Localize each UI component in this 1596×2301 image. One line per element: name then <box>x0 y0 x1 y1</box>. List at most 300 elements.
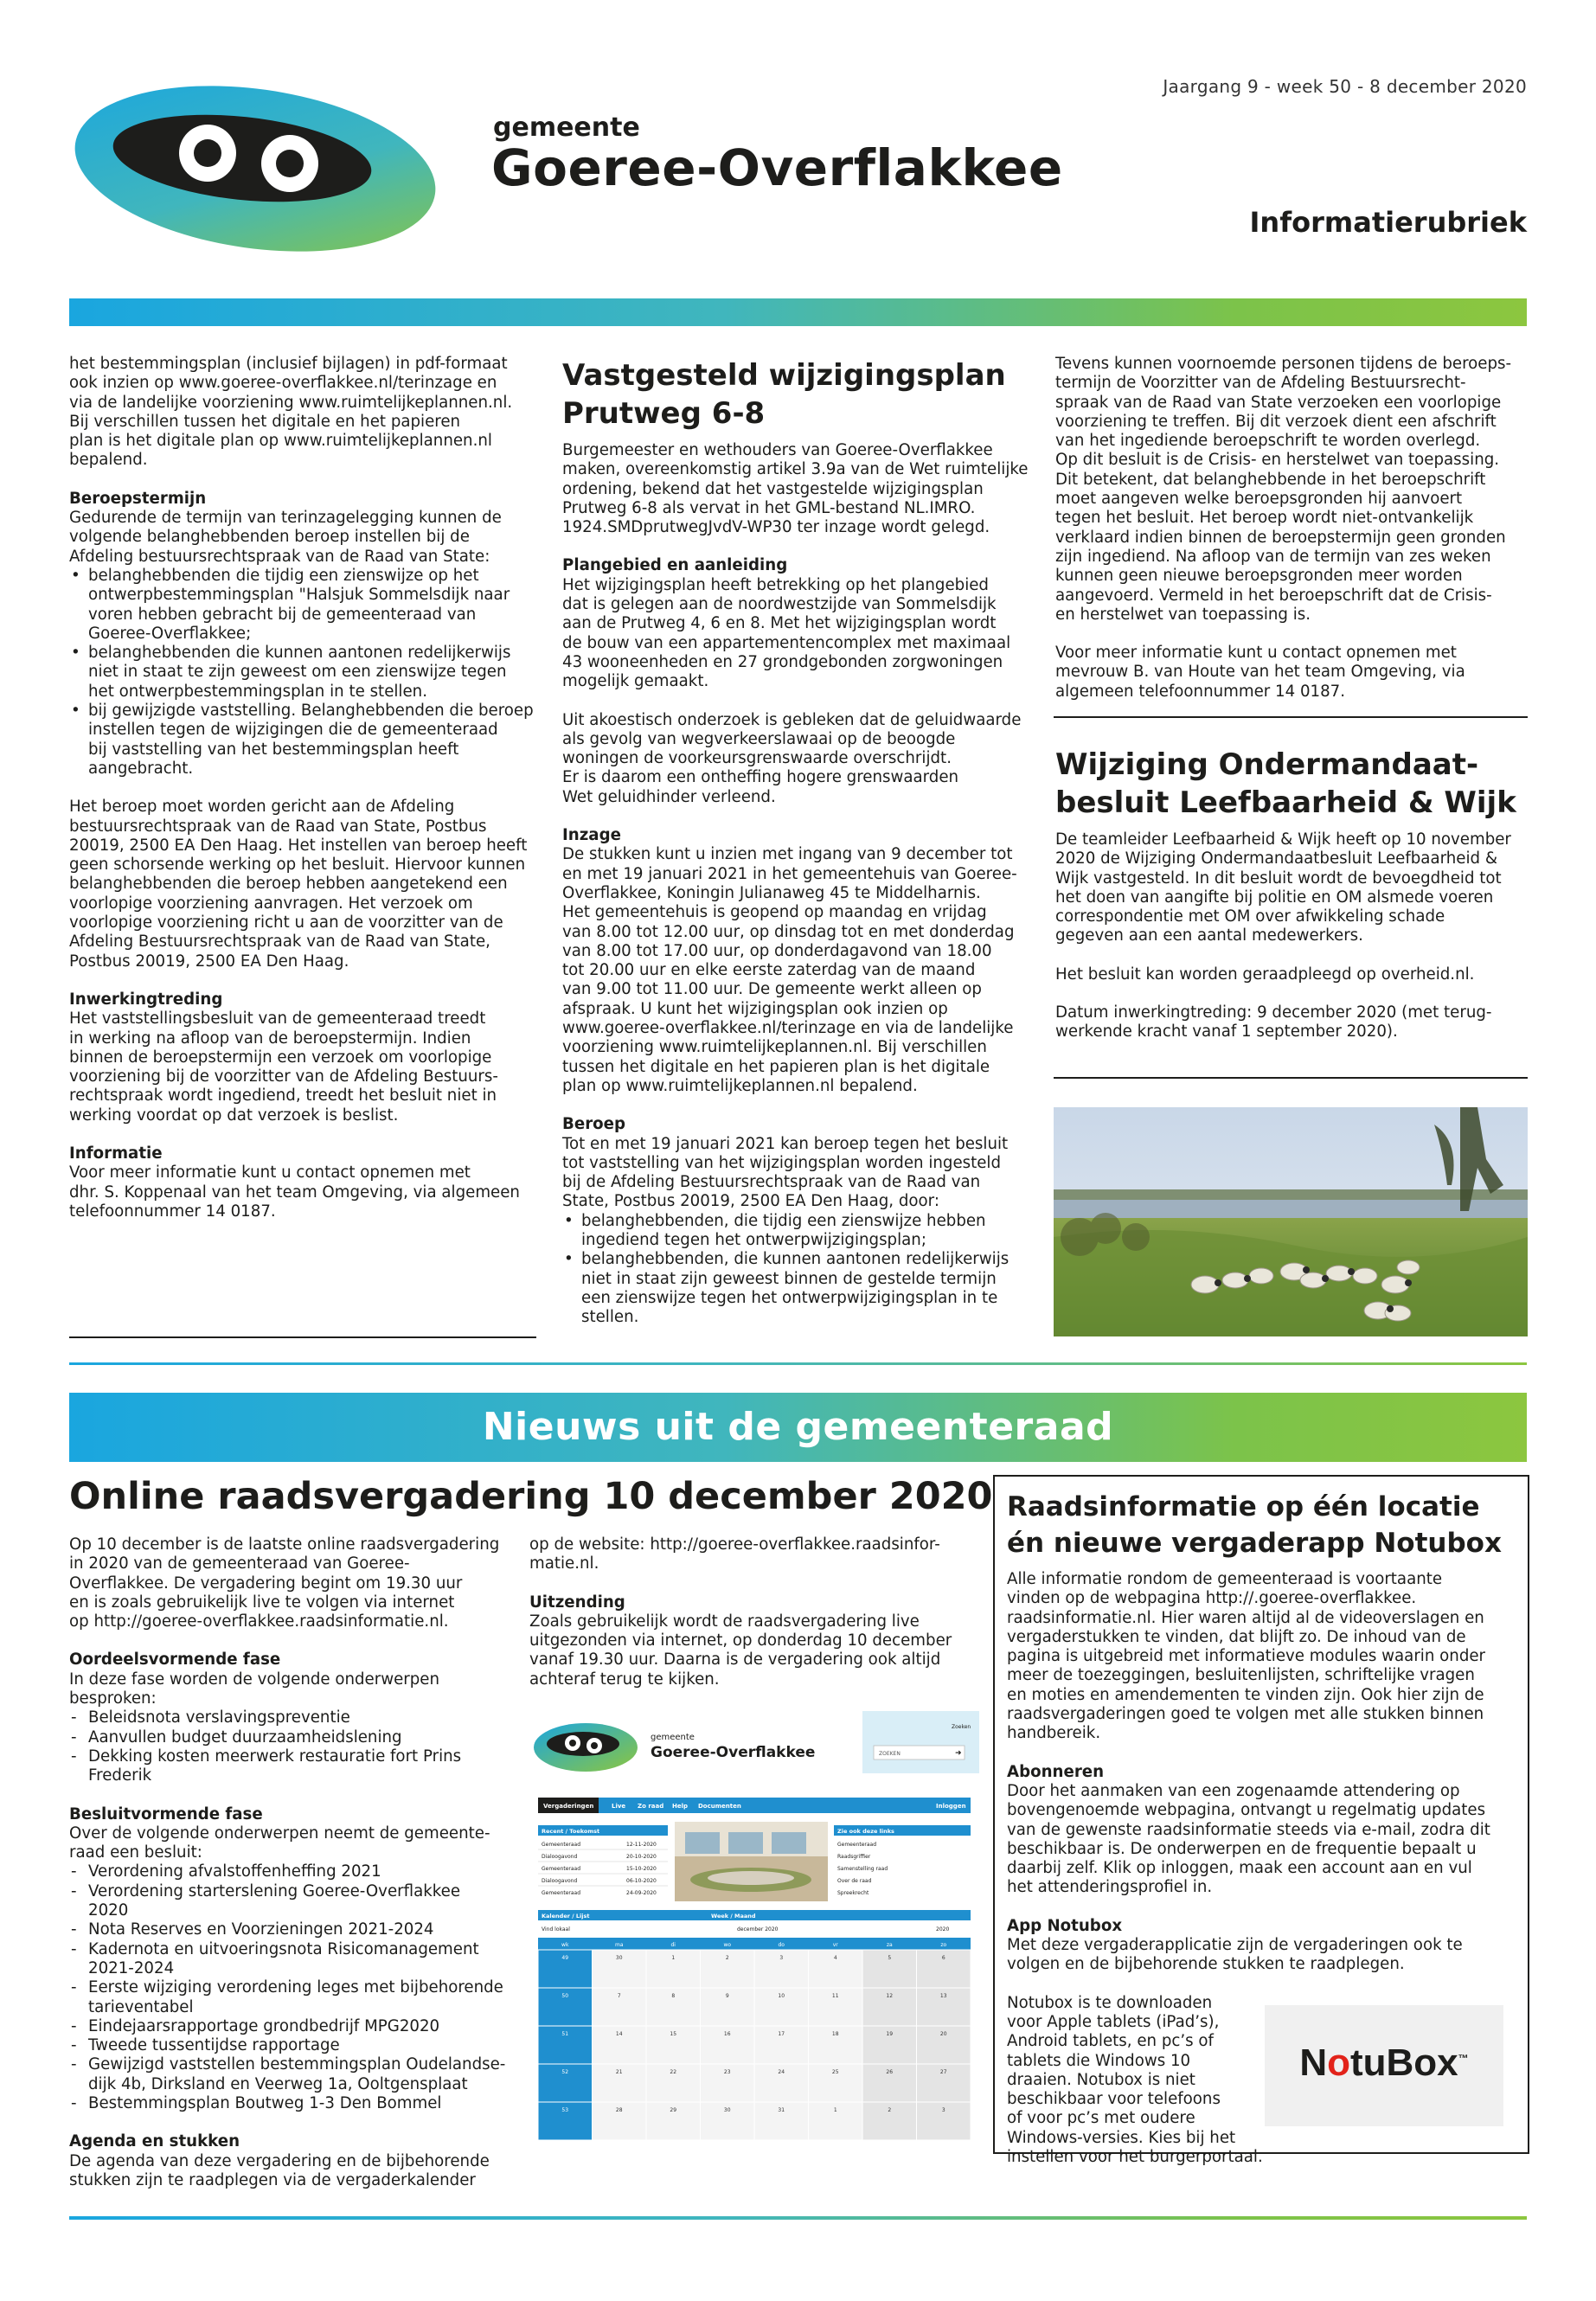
shot-cal-year[interactable]: 2020 <box>936 1926 950 1932</box>
text-line: • belanghebbenden die kunnen aantonen redelijkerwijs <box>88 644 511 663</box>
text-line: - Verordening afvalstoffenheffing 2021 <box>88 1862 381 1881</box>
text-line: via de landelijke voorziening www.ruimtelijkeplannen.nl. <box>69 393 513 412</box>
text-line: bovengenoemde webpagina, ontvangt u regelmatig updates <box>1007 1801 1486 1820</box>
shot-cal-cell-label: 25 <box>831 2069 839 2075</box>
text-line: draaien. Notubox is niet <box>1007 2070 1195 2089</box>
shot-cal-cell-label: 29 <box>670 2107 677 2113</box>
text-line: mevrouw B. van Houte van het team Omgeving, via <box>1055 663 1465 682</box>
shot-cal-cell-label: 19 <box>886 2031 894 2037</box>
text-line: en met 19 januari 2021 in het gemeentehuis van Goeree- <box>562 864 1017 883</box>
column-1 <box>69 355 536 1221</box>
text-line: Wet geluidhinder verleend. <box>562 787 776 806</box>
text-line: 2020 de Wijziging Ondermandaatbesluit Leefbaarheid & <box>1055 849 1498 868</box>
text-line: van 8.00 tot 12.00 uur, op dinsdag tot en met donderdag <box>562 922 1015 941</box>
text-line: Tot en met 19 januari 2021 kan beroep tegen het besluit <box>562 1134 1009 1153</box>
title-line: Wijziging Ondermandaat- <box>1055 747 1479 782</box>
text-line: op de website: http://goeree-overflakkee.raadsinfor- <box>529 1535 940 1554</box>
text-line: tarieventabel <box>88 1997 194 2016</box>
shot-meeting-date: 12-11-2020 <box>626 1842 657 1848</box>
shot-cal-cell-label: 5 <box>888 1955 892 1961</box>
shot-login[interactable]: Inloggen <box>936 1803 966 1810</box>
text-line: • belanghebbenden, die kunnen aantonen redelijkerwijs <box>581 1250 1010 1269</box>
text-line: maken, overeenkomstig artikel 3.9a van de Wet ruimtelijke <box>562 460 1029 479</box>
text-line: 2020 <box>88 1901 129 1920</box>
photo-sheep-meadow <box>1054 1107 1528 1336</box>
text-line: Android tablets, en pc’s of <box>1007 2032 1214 2051</box>
text-line: Notubox is te downloaden <box>1007 1993 1213 2012</box>
shot-cal-cell-label: 17 <box>778 2031 785 2037</box>
shot-cal-cell-label: 4 <box>833 1955 837 1961</box>
text-line: rechtspraak wordt ingediend, treedt het besluit niet in <box>69 1086 497 1106</box>
subheading-inzage: Inzage <box>562 826 621 845</box>
text-line: 2021-2024 <box>88 1958 175 1977</box>
text-line: Alle informatie rondom de gemeenteraad is voortaante <box>1007 1570 1443 1588</box>
shot-cal-cell-label: 2 <box>725 1955 729 1961</box>
shot-cal-day-header: wo <box>723 1942 732 1948</box>
text-line: Met deze vergaderapplicatie zijn de vergaderingen ook te <box>1007 1936 1463 1955</box>
column-3-end-rule <box>1054 1077 1528 1079</box>
header-gradient-bar <box>69 298 1527 326</box>
text-line: van de gewenste raadsinformatie steeds via e-mail, zodra dit <box>1007 1820 1490 1839</box>
text-line: het ontwerpbestemmingsplan in te stellen. <box>88 682 427 701</box>
text-line: het bestemmingsplan (inclusief bijlagen) in pdf-formaat <box>69 355 508 373</box>
shot-cal-cell-label: 22 <box>670 2069 677 2075</box>
list-item <box>69 1978 519 2017</box>
municipality-name: Goeree-Overflakkee <box>491 138 1063 197</box>
text-line: besproken: <box>69 1689 157 1708</box>
notubox-logo-part: tuBox <box>1350 2041 1458 2084</box>
text-line: van 8.00 tot 17.00 uur, op donderdagavond van 18.00 <box>562 941 992 960</box>
text-line: correspondentie met OM over afwikkeling schade <box>1055 907 1445 926</box>
title-line: besluit Leefbaarheid & Wijk <box>1055 785 1516 820</box>
column-3-divider <box>1054 716 1528 718</box>
column-1-end-rule <box>69 1336 536 1338</box>
shot-meeting-date: 20-10-2020 <box>626 1854 657 1860</box>
text-line: - Kadernota en uitvoeringsnota Risicomanagement <box>88 1939 479 1958</box>
subheading-oordeelsvormend: Oordeelsvormende fase <box>69 1650 281 1670</box>
shot-links-title: Zie ook deze links <box>837 1828 894 1835</box>
text-line: Er is daarom een ontheffing hogere grenswaarden <box>562 768 959 787</box>
list-item <box>69 1920 519 1939</box>
text-line: bepalend. <box>69 451 148 470</box>
shot-cal-cell-label: 12 <box>886 1993 894 1999</box>
shot-meeting-name[interactable]: Dialoogavond <box>542 1878 578 1884</box>
text-line: voorziening bij de voorzitter van de Afdeling Bestuurs- <box>69 1067 498 1086</box>
shot-link[interactable]: Raadsgriffier <box>837 1854 871 1860</box>
shot-cal-day-header: ma <box>614 1942 624 1948</box>
text-line: Burgemeester en wethouders van Goeree-Overflakkee <box>562 441 993 459</box>
column-3 <box>1055 355 1529 702</box>
shot-cal-day-header: vr <box>832 1942 838 1948</box>
text-line: Het wijzigingsplan heeft betrekking op het plangebied <box>562 575 989 594</box>
text-line: volgende belanghebbenden beroep instellen bij de <box>69 528 470 547</box>
article-title-prutweg <box>562 356 1029 433</box>
text-line: Windows-versies. Kies bij het <box>1007 2128 1236 2147</box>
text-line: gegeven aan een aantal medewerkers. <box>1055 926 1363 945</box>
list-item <box>69 1862 519 1881</box>
shot-cal-cell-label: 3 <box>941 2107 945 2113</box>
shot-cal-cell-label: 30 <box>723 2107 731 2113</box>
shot-cal-cell-label: 9 <box>725 1993 729 1999</box>
shot-cal-cell-label: 53 <box>561 2107 569 2113</box>
text-line: van 9.00 tot 11.00 uur. De gemeente werkt alleen op <box>562 980 982 999</box>
text-line: het doen van aangifte bij politie en OM alsmede voeren <box>1055 888 1494 907</box>
text-line: Voor meer informatie kunt u contact opnemen met <box>1055 644 1457 663</box>
shot-cal-cell-label: 20 <box>939 2031 947 2037</box>
text-line: vanaf 19.30 uur. Daarna is de vergadering ook altijd <box>529 1650 941 1670</box>
title-line: Prutweg 6-8 <box>562 396 766 431</box>
text-line: werkende kracht vanaf 1 september 2020). <box>1055 1022 1398 1042</box>
text-line: Overflakkee, Koningin Julianaweg 45 te Middelharnis. <box>562 883 981 902</box>
text-line: Voor meer informatie kunt u contact opnemen met <box>69 1163 471 1183</box>
website-screenshot <box>529 1702 979 2170</box>
text-line: ingediend tegen het ontwerpwijzigingsplan; <box>581 1230 926 1249</box>
text-line: binnen de beroepstermijn een verzoek om voorlopige <box>69 1048 492 1067</box>
text-line: belanghebbenden die beroep hebben aangetekend een <box>69 875 508 894</box>
text-line: voorziening www.ruimtelijkeplannen.nl. Bij verschillen <box>562 1038 987 1057</box>
shot-nav-item[interactable]: Live <box>612 1803 626 1810</box>
text-line: Op dit besluit is de Crisis- en herstelwet van toepassing. <box>1055 451 1500 470</box>
list-item <box>69 2017 519 2036</box>
list-item <box>69 2094 519 2113</box>
list-item <box>69 2055 519 2094</box>
text-line: voor Apple tablets (iPad’s), <box>1007 2012 1220 2031</box>
shot-search-label: Zoeken <box>952 1724 971 1730</box>
text-line: 1924.SMDprutwegJvdV-WP30 ter inzage wordt gelegd. <box>562 518 990 537</box>
text-line: en is zoals gebruikelijk live te volgen via internet <box>69 1593 455 1612</box>
text-line: aan de Prutweg 4, 6 en 8. Met het wijzigingsplan wordt <box>562 614 997 633</box>
text-line: - Nota Reserves en Voorzieningen 2021-2024 <box>88 1920 434 1939</box>
text-line: zijn ingediend. Na afloop van de termijn van zes weken <box>1055 547 1491 566</box>
shot-cal-cell-label: 3 <box>779 1955 784 1961</box>
text-line: Goeree-Overflakkee; <box>88 624 252 643</box>
shot-cal-cell-label: 23 <box>723 2069 731 2075</box>
text-line: De agenda van deze vergadering en de bijbehorende <box>69 2151 490 2170</box>
subheading-agenda: Agenda en stukken <box>69 2132 240 2151</box>
text-line: State, Postbus 20019, 2500 EA Den Haag, door: <box>562 1192 939 1211</box>
text-line: ook inzien op www.goeree-overflakkee.nl/terinzage en <box>69 374 497 393</box>
subheading-informatie: Informatie <box>69 1144 163 1163</box>
text-line: mogelijk gemaakt. <box>562 672 709 691</box>
municipality-prefix: gemeente <box>493 112 640 143</box>
shot-meeting-date: 24-09-2020 <box>626 1890 657 1896</box>
text-line: tegen het besluit. Het beroep wordt niet-ontvankelijk <box>1055 509 1474 528</box>
notubox-logo-part: N <box>1299 2041 1328 2084</box>
text-line: instellen voor het burgerportaal. <box>1007 2148 1263 2167</box>
shot-cal-cell-label: 16 <box>723 2031 731 2037</box>
title-line: Vastgesteld wijzigingsplan <box>562 358 1006 393</box>
text-line: Wijk vastgesteld. In dit besluit wordt de bevoegdheid tot <box>1055 868 1502 888</box>
notubox-logo-tm: ™ <box>1458 2052 1469 2065</box>
text-line: plan op www.ruimtelijkeplannen.nl bepalend. <box>562 1076 918 1095</box>
shot-cal-cell-label: 8 <box>671 1993 676 1999</box>
raad-article-title: Online raadsvergadering 10 december 2020 <box>69 1475 993 1518</box>
text-line: verklaard indien binnen de beroepstermijn geen gronden <box>1055 528 1506 547</box>
text-line: als gevolg van wegverkeerslawaai op de beoogde <box>562 729 956 748</box>
shot-meeting-date: 06-10-2020 <box>626 1878 657 1884</box>
shot-cal-month: december 2020 <box>737 1926 779 1932</box>
text-line: het attenderingsprofiel in. <box>1007 1878 1213 1897</box>
shot-cal-day-header: di <box>670 1942 676 1948</box>
bullet-list <box>562 1212 1029 1328</box>
text-line: raadsinformatie.nl. Hier waren altijd al de videoverslagen en <box>1007 1608 1484 1627</box>
text-line: niet in staat te zijn geweest om een zienswijze tegen <box>88 663 507 682</box>
bullet-item <box>562 1212 1029 1251</box>
text-line: Dit betekent, dat belanghebbende in het beroepschrift <box>1055 470 1486 489</box>
text-line: Postbus 20019, 2500 EA Den Haag. <box>69 952 349 971</box>
shot-nav-item[interactable]: Vergaderingen <box>543 1803 594 1810</box>
text-line: afspraak. U kunt het wijzigingsplan ook inzien op <box>562 999 948 1018</box>
text-line: pagina is uitgebreid met informatieve modules waarin onder <box>1007 1647 1486 1666</box>
shot-meeting-name[interactable]: Gemeenteraad <box>542 1890 581 1896</box>
shot-meeting-date: 15-10-2020 <box>626 1866 657 1872</box>
text-line: - Aanvullen budget duurzaamheidslening <box>88 1727 402 1747</box>
text-line: - Tweede tussentijdse rapportage <box>88 2036 340 2055</box>
shot-nav-item[interactable]: Help <box>672 1803 689 1810</box>
shot-cal-cell-label: 26 <box>886 2069 894 2075</box>
shot-cal-cell-label: 24 <box>778 2069 785 2075</box>
shot-cal-cell-label: 1 <box>833 2107 837 2113</box>
column-2-bottom-rule <box>69 1362 1527 1365</box>
text-line: Op 10 december is de laatste online raadsvergadering <box>69 1535 500 1554</box>
text-line: of voor pc’s met oudere <box>1007 2109 1195 2128</box>
shot-cal-day-header: wk <box>561 1942 569 1948</box>
text-line: aangevoerd. Vermeld in het beroepschrift dat de Crisis- <box>1055 586 1492 605</box>
shot-link[interactable]: Gemeenteraad <box>837 1842 877 1848</box>
text-line: De stukken kunt u inzien met ingang van 9 december tot <box>562 845 1013 864</box>
shot-nav <box>538 1798 971 1813</box>
shot-cal-cell-label: 15 <box>670 2031 677 2037</box>
shot-cal-cell-label: 30 <box>615 1955 623 1961</box>
edition-line: Jaargang 9 - week 50 - 8 december 2020 <box>1163 76 1527 97</box>
shot-cal-cell-label: 11 <box>831 1993 839 1999</box>
text-line: • belanghebbenden die tijdig een zienswijze op het <box>88 566 479 585</box>
subheading-plangebied: Plangebied en aanleiding <box>562 556 788 575</box>
shot-cal-cell-label: 10 <box>778 1993 785 1999</box>
shot-link[interactable]: Over de raad <box>837 1878 872 1884</box>
text-line: plan is het digitale plan op www.ruimtelijkeplannen.nl <box>69 432 492 451</box>
bullet-item <box>562 1250 1029 1327</box>
shot-calendar-grid <box>538 1942 971 2140</box>
text-line: niet in staat zijn geweest binnen de gestelde termijn <box>581 1269 997 1288</box>
text-line: Afdeling Bestuursrechtspraak van de Raad van State, <box>69 933 490 952</box>
article-title-ondermandaat <box>1055 746 1529 822</box>
shot-meeting-name[interactable]: Dialoogavond <box>542 1854 578 1860</box>
bullet-item <box>69 644 536 702</box>
text-line: Overflakkee. De vergadering begint om 19.30 uur <box>69 1574 463 1593</box>
text-line: instellen tegen de wijzigingen die de gemeenteraad <box>88 721 498 740</box>
text-line: beschikbaar voor telefoons <box>1007 2090 1221 2109</box>
list-item <box>69 1728 519 1747</box>
text-line: op http://goeree-overflakkee.raadsinformatie.nl. <box>69 1612 449 1631</box>
text-line: en moties en amendementen te vinden zijn. Ook hier zijn de <box>1007 1685 1484 1704</box>
bullet-item <box>69 702 536 779</box>
text-line: - Gewijzigd vaststellen bestemmingsplan Oudelandse- <box>88 2055 506 2074</box>
shot-cal-title: Kalender / Lijst <box>542 1913 590 1920</box>
text-line: uitgezonden via internet, op donderdag 10 december <box>529 1631 952 1650</box>
text-line: - Beleidsnota verslavingspreventie <box>88 1708 350 1727</box>
text-line: Het besluit kan worden geraadpleegd op overheid.nl. <box>1055 965 1475 984</box>
text-line: raadsvergaderingen goed te volgen met alle stukken binnen <box>1007 1705 1484 1724</box>
text-line: bestuursrechtspraak van de Raad van State, Postbus <box>69 817 487 836</box>
text-line: van het ingediende beroepschrift te worden overlegd. <box>1055 432 1481 451</box>
subheading-besluitvormend: Besluitvormende fase <box>69 1804 263 1823</box>
subheading-beroep: Beroep <box>562 1115 626 1134</box>
shot-cal-tab[interactable]: Week / Maand <box>711 1913 756 1920</box>
col1-intro <box>69 355 536 471</box>
shot-nav-item[interactable]: Zo raad <box>638 1803 664 1810</box>
column-2 <box>562 356 1029 1327</box>
shot-link[interactable]: Spreekrecht <box>837 1890 869 1896</box>
text-line: voorlopige voorziening richt u aan de voorzitter van de <box>69 913 503 933</box>
text-line: vergaderstukken te vinden, dat blijft zo. De inhoud van de <box>1007 1627 1466 1646</box>
text-line: meer de toezeggingen, besluitenlijsten, schriftelijke vragen <box>1007 1666 1475 1685</box>
shot-cal-cell-label: 13 <box>939 1993 947 1999</box>
dash-list <box>69 1862 519 2113</box>
text-line: dhr. S. Koppenaal van het team Omgeving, via algemeen <box>69 1183 520 1202</box>
list-item <box>69 1882 519 1921</box>
text-line: volgen en de bijbehorende stukken te raadplegen. <box>1007 1955 1405 1974</box>
shot-cal-cell-label: 18 <box>831 2031 839 2037</box>
text-line: tablets die Windows 10 <box>1007 2051 1191 2070</box>
bullet-list <box>69 567 536 779</box>
text-line: in werking na afloop van de beroepstermijn. Indien <box>69 1029 471 1048</box>
text-line: Het beroep moet worden gericht aan de Afdeling <box>69 798 455 817</box>
text-line: 43 wooneenheden en 27 grondgebonden zorgwoningen <box>562 652 1003 671</box>
shot-cal-cell-label: 2 <box>888 2107 892 2113</box>
text-line: vinden op de webpagina http://.goeree-overflakkee. <box>1007 1589 1417 1608</box>
text-line: - Eindejaarsrapportage grondbedrijf MPG2020 <box>88 2016 440 2035</box>
footer-gradient-rule <box>69 2216 1527 2220</box>
notubox-logo <box>1265 2005 1503 2126</box>
box-title <box>1007 1489 1517 1561</box>
text-line: Datum inwerkingtreding: 9 december 2020 (met terug- <box>1055 1003 1492 1022</box>
notubox-logo-text <box>1265 2041 1503 2085</box>
shot-search-placeholder: ZOEKEN <box>879 1751 901 1757</box>
text-line: achteraf terug te kijken. <box>529 1670 720 1689</box>
text-line: Het vaststellingsbesluit van de gemeenteraad treedt <box>69 1009 486 1029</box>
text-line: - Bestemmingsplan Boutweg 1-3 Den Bommel <box>88 2094 442 2113</box>
subheading-uitzending: Uitzending <box>529 1593 625 1612</box>
dash-list <box>69 1708 519 1785</box>
subheading-beroepstermijn: Beroepstermijn <box>69 489 207 508</box>
text-line: voorlopige voorziening aanvragen. Het verzoek om <box>69 894 473 913</box>
title-line: Raadsinformatie op één locatie <box>1007 1491 1480 1522</box>
text-line: in 2020 van de gemeenteraad van Goeree- <box>69 1554 410 1574</box>
shot-cal-cell-label: 7 <box>617 1993 621 1999</box>
text-line: tot vaststelling van het wijzigingsplan worden ingesteld <box>562 1153 1002 1172</box>
text-line: Afdeling bestuursrechtspraak van de Raad van State: <box>69 547 490 566</box>
text-line: stellen. <box>581 1308 639 1327</box>
text-line: matie.nl. <box>529 1554 599 1574</box>
text-line: raad een besluit: <box>69 1843 202 1862</box>
shot-cal-cell-label: 52 <box>561 2069 569 2075</box>
shot-cal-cell-label: 31 <box>778 2107 785 2113</box>
arrow-right-icon[interactable]: ➜ <box>955 1749 962 1758</box>
subheading-app-notubox: App Notubox <box>1007 1916 1123 1935</box>
shot-meeting-name[interactable]: Gemeenteraad <box>542 1842 581 1848</box>
text-line: Bij verschillen tussen het digitale en het papieren <box>69 412 461 431</box>
list-item <box>69 1708 519 1727</box>
logo <box>69 74 450 264</box>
list-item <box>69 1940 519 1979</box>
text-line: • bij gewijzigde vaststelling. Belanghebbenden die beroep <box>88 702 534 721</box>
subheading-abonneren: Abonneren <box>1007 1762 1105 1781</box>
shot-link[interactable]: Samenstelling raad <box>837 1866 888 1872</box>
text-line: stukken zijn te raadplegen via de vergaderkalender <box>69 2170 476 2189</box>
shot-cal-cell-label: 51 <box>561 2031 569 2037</box>
text-line: moet aangeven welke beroepsgronden hij aanvoert <box>1055 490 1463 509</box>
text-line: Door het aanmaken van een zogenaamde attendering op <box>1007 1781 1460 1800</box>
shot-cal-cell-label: 1 <box>671 1955 676 1961</box>
text-line: www.goeree-overflakkee.nl/terinzage en via de landelijke <box>562 1019 1014 1038</box>
notubox-logo-part: o <box>1327 2041 1350 2084</box>
shot-cal-cell-label: 21 <box>615 2069 623 2075</box>
shot-cal-cell-label: 27 <box>939 2069 947 2075</box>
text-line: In deze fase worden de volgende onderwerpen <box>69 1670 440 1689</box>
section-title: Informatierubriek <box>1249 206 1527 239</box>
list-item <box>69 1747 519 1786</box>
text-line: - Verordening starterslening Goeree-Overflakkee <box>88 1881 461 1900</box>
news-banner-title: Nieuws uit de gemeenteraad <box>482 1405 1114 1449</box>
text-line: bij vaststelling van het bestemmingsplan heeft <box>88 740 459 759</box>
text-line: tussen het digitale en het papieren plan is het digitale <box>562 1057 990 1076</box>
shot-meeting-name[interactable]: Gemeenteraad <box>542 1866 581 1872</box>
list-item <box>69 2036 519 2055</box>
text-line: Zoals gebruikelijk wordt de raadsvergadering live <box>529 1612 920 1631</box>
shot-name: Goeree-Overflakkee <box>651 1744 816 1761</box>
text-line: Het gemeentehuis is geopend op maandag en vrijdag <box>562 903 987 922</box>
shot-nav-item[interactable]: Documenten <box>698 1803 741 1810</box>
text-line: tot 20.00 uur en elke eerste zaterdag van de maand <box>562 961 976 980</box>
text-line: beschikbaar is. De onderwerpen en de frequentie bepaalt u <box>1007 1839 1477 1858</box>
shot-cal-day-header: za <box>886 1942 893 1948</box>
text-line: voren hebben gebracht bij de gemeenteraad van <box>88 605 477 624</box>
shot-cal-day-header: do <box>778 1942 785 1948</box>
shot-cal-cell-label: 49 <box>561 1955 569 1961</box>
text-line: - Eerste wijziging verordening leges met bijbehorende <box>88 1978 503 1997</box>
text-line: • belanghebbenden, die tijdig een zienswijze hebben <box>581 1211 986 1230</box>
shot-cal-filter[interactable]: Vind lokaal <box>542 1926 570 1932</box>
text-line: daarbij zelf. Klik op inloggen, maak een account aan en vul <box>1007 1859 1472 1878</box>
shot-cal-cell-label: 28 <box>615 2107 623 2113</box>
raad-column-2 <box>529 1535 979 1689</box>
text-line: Gedurende de termijn van terinzagelegging kunnen de <box>69 509 502 528</box>
text-line: Frederik <box>88 1766 152 1785</box>
text-line: dijk 4b, Dirksland en Veerweg 1a, Ooltgensplaat <box>88 2074 468 2093</box>
text-line: dat is gelegen aan de noordwestzijde van Sommelsdijk <box>562 595 997 614</box>
text-line: Prutweg 6-8 als vervat in het GML-bestand NL.IMRO. <box>562 498 976 517</box>
text-line: Over de volgende onderwerpen neemt de gemeente- <box>69 1823 490 1843</box>
text-line: de bouw van een appartementencomplex met maximaal <box>562 633 1011 652</box>
text-line: bij de Afdeling Bestuursrechtspraak van de Raad van <box>562 1173 981 1192</box>
text-line: een zienswijze tegen het ontwerpwijzigingsplan in te <box>581 1288 998 1307</box>
shot-cal-day-header: zo <box>940 1942 947 1948</box>
text-line: ontwerpbestemmingsplan "Halsjuk Sommelsdijk naar <box>88 586 510 605</box>
subheading-inwerkingtreding: Inwerkingtreding <box>69 990 223 1009</box>
text-line: woningen de voorkeursgrenswaarde overschrijdt. <box>562 749 952 768</box>
text-line: De teamleider Leefbaarheid & Wijk heeft op 10 november <box>1055 830 1511 849</box>
shot-gemeente: gemeente <box>651 1733 695 1742</box>
text-line: geen schorsende werking op het besluit. Hiervoor kunnen <box>69 856 526 875</box>
shot-side-title: Recent / Toekomst <box>542 1828 600 1835</box>
shot-cal-cell-label: 14 <box>615 2031 623 2037</box>
text-line: 20019, 2500 EA Den Haag. Het instellen van beroep heeft <box>69 836 528 855</box>
bullet-item <box>69 567 536 644</box>
news-banner <box>69 1393 1527 1462</box>
text-line: termijn de Voorzitter van de Afdeling Bestuursrecht- <box>1055 374 1466 393</box>
text-line: aangebracht. <box>88 759 194 778</box>
